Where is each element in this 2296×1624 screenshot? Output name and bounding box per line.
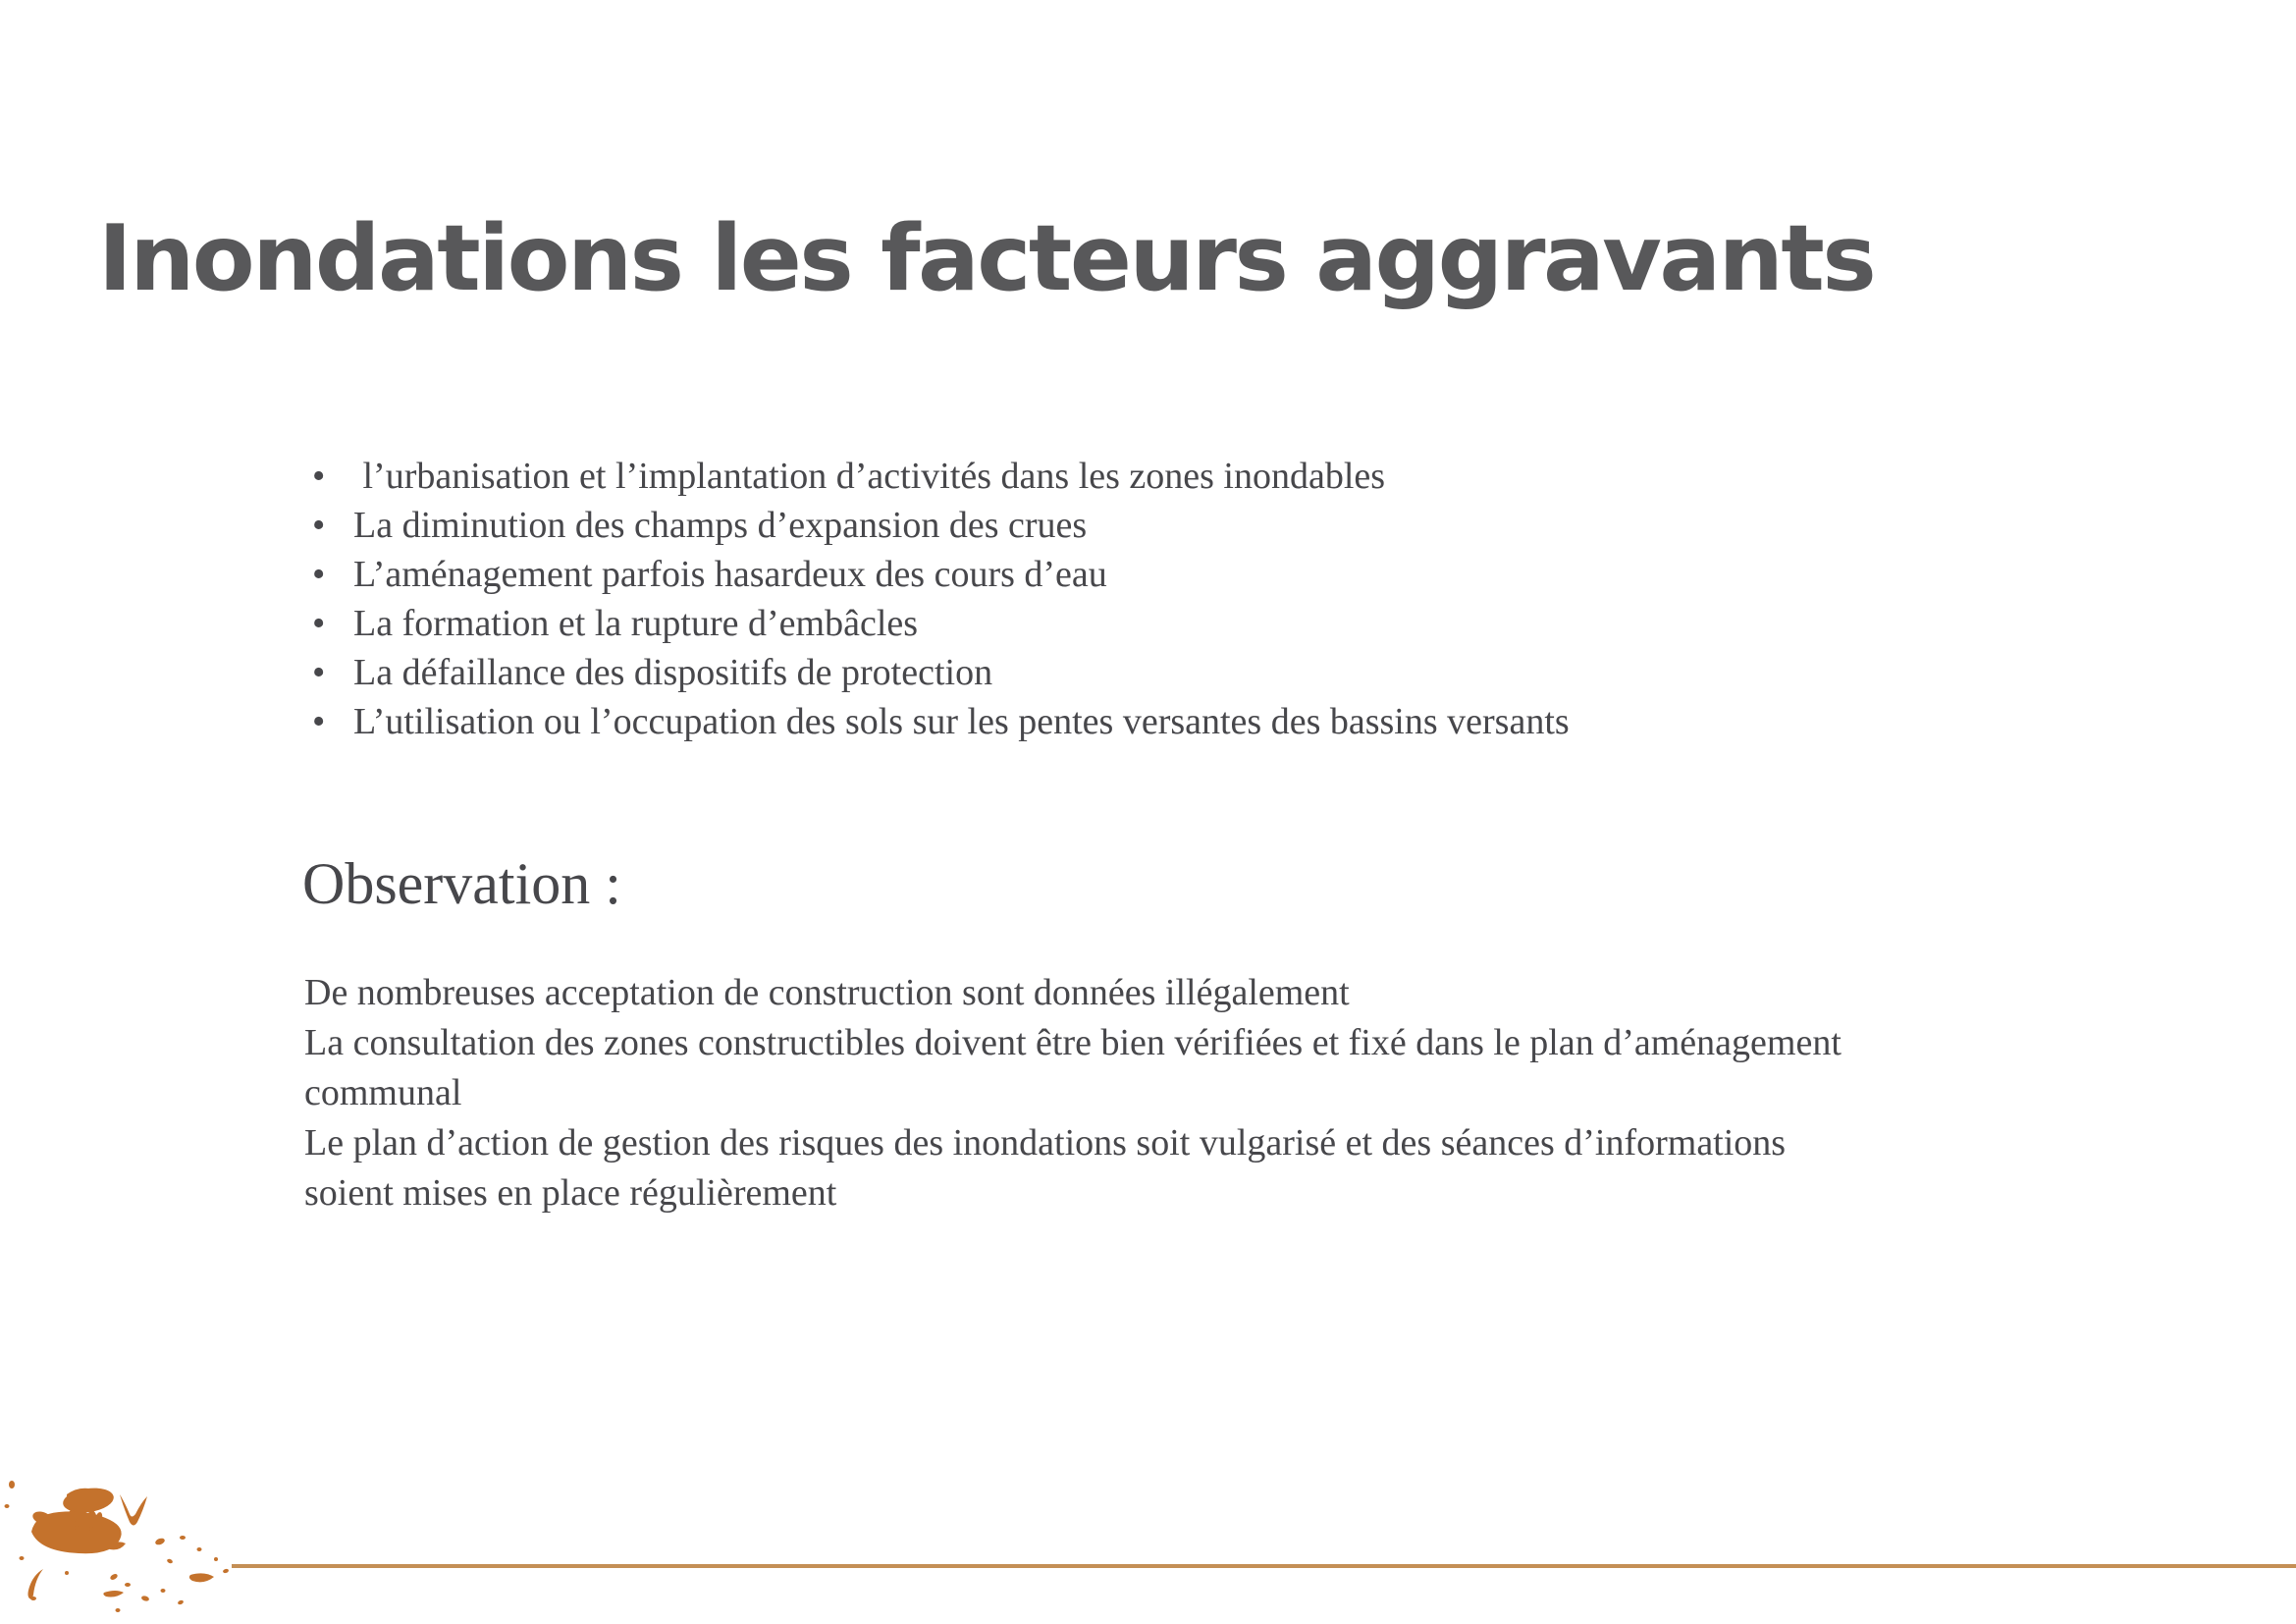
observation-line: La consultation des zones constructibles doivent être bien vérifiées et fixé dans le plan d’aménagement bbox=[304, 1022, 1842, 1063]
bullet-icon bbox=[312, 599, 353, 648]
observation-line: communal bbox=[304, 1072, 462, 1113]
list-item-text: L’aménagement parfois hasardeux des cours d’eau bbox=[353, 554, 1107, 595]
observation-heading: Observation : bbox=[302, 851, 621, 916]
list-item-text: La formation et la rupture d’embâcles bbox=[353, 603, 919, 644]
observation-line: De nombreuses acceptation de construction sont données illégalement bbox=[304, 972, 1350, 1013]
aggravating-factors-list bbox=[312, 452, 1570, 746]
list-item bbox=[312, 599, 1570, 648]
list-item-text: l’urbanisation et l’implantation d’activités dans les zones inondables bbox=[353, 456, 1386, 497]
list-item-text: La diminution des champs d’expansion des crues bbox=[353, 505, 1088, 546]
observation-line: soient mises en place régulièrement bbox=[304, 1172, 837, 1214]
list-item-text: L’utilisation ou l’occupation des sols sur les pentes versantes des bassins versants bbox=[353, 701, 1570, 742]
bullet-icon bbox=[312, 501, 353, 550]
observation-line: Le plan d’action de gestion des risques des inondations soit vulgarisé et des séances d’informations bbox=[304, 1122, 1787, 1164]
list-item bbox=[312, 697, 1570, 746]
observation-body bbox=[304, 968, 1842, 1218]
bullet-icon bbox=[312, 648, 353, 697]
list-item-text: La défaillance des dispositifs de protection bbox=[353, 652, 993, 693]
slide-title: Inondations les facteurs aggravants bbox=[98, 205, 1875, 312]
bullet-icon bbox=[312, 452, 353, 501]
list-item bbox=[312, 501, 1570, 550]
footer-accent-line bbox=[232, 1564, 2296, 1568]
list-item bbox=[312, 452, 1570, 501]
bullet-icon bbox=[312, 697, 353, 746]
list-item bbox=[312, 550, 1570, 599]
bullet-icon bbox=[312, 550, 353, 599]
paint-splatter-decoration bbox=[0, 1455, 263, 1624]
list-item bbox=[312, 648, 1570, 697]
